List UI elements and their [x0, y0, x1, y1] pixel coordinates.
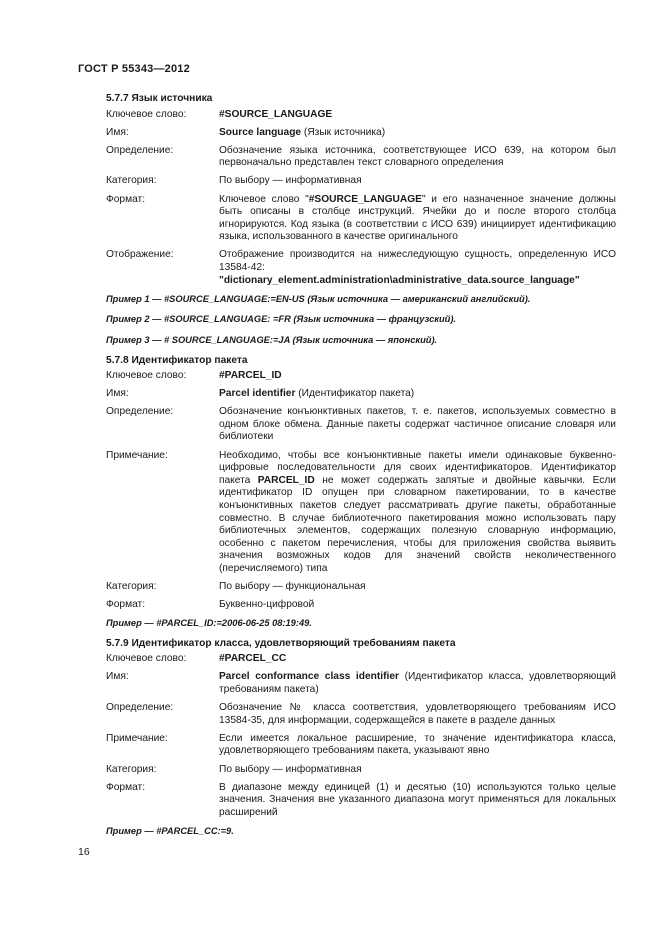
example-text: Пример 2 — #SOURCE_LANGUAGE: =FR (Язык источника — французский).: [106, 314, 457, 325]
row-name: [106, 127, 616, 140]
row-category: [106, 581, 616, 594]
row-value: #PARCEL_CC: [219, 653, 287, 665]
row-label: Имя:: [106, 388, 129, 400]
row-label: Определение:: [106, 702, 174, 714]
row-value: По выбору — информативная: [219, 763, 362, 775]
section-title: 5.7.7 Язык источника: [106, 93, 213, 104]
row-value: Если имеется локальное расширение, то значение идентификатора класса, удовлетворяющего требованиям пакета, указывают явно: [219, 732, 616, 757]
row-value: #SOURCE_LANGUAGE: [219, 108, 333, 120]
row-value: Обозначение языка источника, соответствующее ИСО 639, на котором был первоначально представлен текст словарного определения: [219, 144, 616, 169]
row-keyword: [106, 370, 616, 383]
row-keyword: [106, 109, 616, 122]
row-definition: [106, 406, 616, 444]
row-name: [106, 388, 616, 401]
row-format: [106, 194, 616, 244]
row-value: Ключевое слово "#SOURCE_LANGUAGE" и его назначенное значение должны быть описаны в столбце инструкций. Ячейки до и после второго столбца игнорируются. Код языка (в соответствии с ИСО 639) инициирует идентификацию языка, использованного в качестве оригинального: [219, 193, 616, 243]
row-category: [106, 175, 616, 188]
document-body: [106, 93, 616, 846]
row-label: Определение:: [106, 406, 174, 418]
row-value: Source language (Язык источника): [219, 126, 386, 138]
row-keyword: [106, 653, 616, 666]
row-label: Отображение:: [106, 249, 174, 261]
section-parcel-cc: [106, 638, 616, 838]
row-value: В диапазоне между единицей (1) и десятью (10) используются только целые значения. Значения вне указанного диапазона могут применяться для локальных расширений: [219, 781, 616, 818]
row-format: [106, 782, 616, 820]
row-label: Ключевое слово:: [106, 653, 187, 665]
row-label: Формат:: [106, 599, 146, 611]
row-note: [106, 733, 616, 758]
row-value: Parcel conformance class identifier (Идентификатор класса, удовлетворяющий требованиям пакета): [219, 671, 616, 696]
section-title: 5.7.9 Идентификатор класса, удовлетворяющий требованиям пакета: [106, 637, 456, 649]
example-text: Пример 3 — # SOURCE_LANGUAGE:=JA (Язык источника — японский).: [106, 334, 438, 345]
row-label: Формат:: [106, 781, 146, 793]
row-label: Имя:: [106, 671, 129, 683]
row-category: [106, 764, 616, 777]
section-parcel-id: [106, 355, 616, 630]
row-label: Категория:: [106, 175, 157, 187]
row-value: По выбору — функциональная: [219, 581, 366, 592]
row-label: Примечание:: [106, 732, 168, 744]
row-value: #PARCEL_ID: [219, 370, 282, 382]
row-format: [106, 599, 616, 612]
section-title: 5.7.8 Идентификатор пакета: [106, 354, 248, 366]
row-label: Имя:: [106, 126, 129, 138]
row-value: Parcel identifier (Идентификатор пакета): [219, 388, 415, 400]
page-number: 16: [78, 846, 90, 858]
row-value: Отображение производится на нижеследующую сущность, определенную ИСО 13584-42: "dictionary_element.administration\administrative_data.source_language": [219, 249, 616, 286]
row-definition: [106, 702, 616, 727]
example-text: Пример — #PARCEL_ID:=2006-06-25 08:19:49.: [106, 618, 312, 629]
example-text: Пример — #PARCEL_CC:=9.: [106, 825, 234, 836]
row-value: Обозначение конъюнктивных пакетов, т. е. пакетов, используемых совместно в одном блоке обмена. Данные пакеты содержат частичное описание словаря или библиотеки: [219, 406, 616, 443]
page-header: ГОСТ Р 55343—2012: [78, 63, 190, 75]
row-value: По выбору — информативная: [219, 175, 362, 187]
row-note: [106, 450, 616, 576]
row-label: Ключевое слово:: [106, 108, 187, 120]
row-definition: [106, 145, 616, 170]
row-label: Формат:: [106, 193, 146, 205]
row-label: Категория:: [106, 763, 157, 775]
row-value: Обозначение № класса соответствия, удовлетворяющего требованиям ИСО 13584-35, для информации, содержащейся в пакете в разделе данных: [219, 702, 616, 726]
example-text: Пример 1 — #SOURCE_LANGUAGE:=EN-US (Язык источника — американский английский).: [106, 293, 531, 304]
row-value: Буквенно-цифровой: [219, 599, 315, 611]
section-source-language: [106, 93, 616, 347]
row-label: Ключевое слово:: [106, 370, 187, 382]
row-label: Примечание:: [106, 449, 168, 461]
row-name: [106, 671, 616, 696]
row-label: Категория:: [106, 581, 157, 592]
row-label: Определение:: [106, 144, 174, 156]
row-mapping: [106, 249, 616, 287]
row-value: Необходимо, чтобы все конъюнктивные пакеты имели одинаковые буквенно-цифровые последовательности для своих идентификаторов. Идентификатор пакета PARCEL_ID не может содержать запятые и двойные кавычки. Если идентификатор ID опущен при словарном пакетировании, то в качестве конъюнктивных пакетов следует рассматривать другие пакеты, обработанные совместно. В случае библиотечного пакетирования можно использовать пару библиотечных элементов, содержащих полезную словарную информацию, особенно с пакетом перечисления, чтобы для приложения свойства выявить значения возможных кодов для значений свойств неколичественного (перечисляемого) типа: [219, 449, 616, 574]
